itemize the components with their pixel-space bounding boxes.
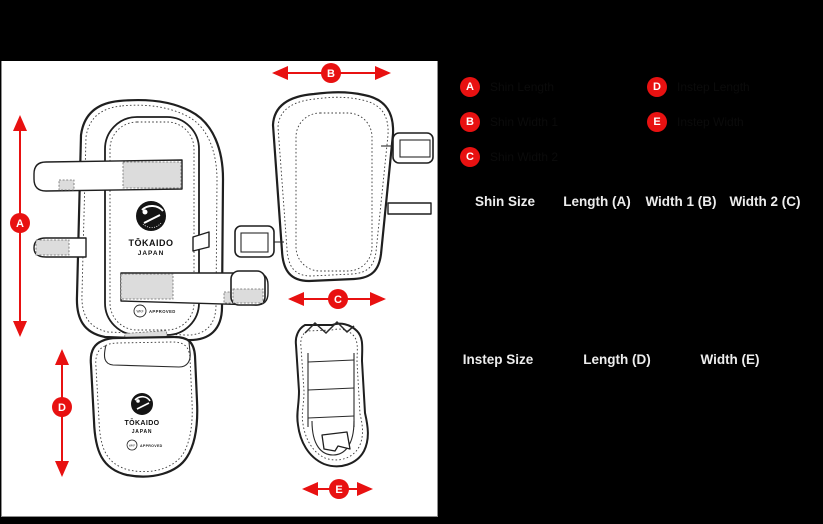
shin-instep-diagram <box>2 61 439 517</box>
marker-badge-A: A <box>460 77 480 97</box>
marker-badge-E: E <box>647 112 667 132</box>
marker-B <box>321 63 341 83</box>
svg-text:WKF: WKF <box>136 309 144 314</box>
shin-table-header-width1-b: Width 1 (B) <box>645 194 717 209</box>
svg-text:B: B <box>327 68 335 80</box>
legend-label-B: Shin Width 1 <box>490 115 559 129</box>
instep-table-header-size: Instep Size <box>462 352 534 367</box>
brand-name: TŌKAIDO <box>124 420 160 427</box>
marker-C <box>328 289 348 309</box>
legend-item-D <box>647 77 750 97</box>
svg-text:A: A <box>16 218 24 230</box>
svg-text:WKF: WKF <box>128 443 136 448</box>
marker-E <box>329 479 349 499</box>
legend-label-C: Shin Width 2 <box>490 150 559 164</box>
upper-velcro-patch <box>123 162 181 188</box>
strap-buckle <box>393 133 433 163</box>
brand-country: JAPAN <box>131 429 153 435</box>
marker-A <box>10 213 30 233</box>
svg-text:D: D <box>58 402 66 414</box>
shin-table-header-size: Shin Size <box>474 194 536 209</box>
instep-guard-rear <box>296 322 368 466</box>
svg-text:C: C <box>334 294 342 306</box>
shin-table-header-width2-c: Width 2 (C) <box>729 194 801 209</box>
brand-name: TŌKAIDO <box>128 238 174 248</box>
svg-text:E: E <box>335 484 343 496</box>
shin-guard-front <box>34 100 268 345</box>
svg-text:APPROVED: APPROVED <box>149 309 176 314</box>
legend-item-E <box>647 112 744 132</box>
shin-table-header-length-a: Length (A) <box>563 194 631 209</box>
svg-text:APPROVED: APPROVED <box>140 444 163 448</box>
tokaido-logo-icon <box>136 201 166 231</box>
legend-label-D: Instep Length <box>677 80 750 94</box>
legend-label-E: Instep Width <box>677 115 744 129</box>
label-patch <box>322 432 350 451</box>
legend-item-C <box>460 147 558 167</box>
marker-badge-B: B <box>460 112 480 132</box>
instep-guard-front <box>91 337 197 477</box>
tokaido-logo-icon <box>131 393 153 415</box>
brand-country: JAPAN <box>137 250 165 257</box>
lower-velcro-patch <box>121 274 173 299</box>
legend-item-B <box>460 112 558 132</box>
marker-badge-C: C <box>460 147 480 167</box>
shin-guard-rear <box>231 92 433 305</box>
legend-item-A <box>460 77 554 97</box>
diagram-panel <box>1 61 438 517</box>
marker-D <box>52 397 72 417</box>
marker-badge-D: D <box>647 77 667 97</box>
legend-label-A: Shin Length <box>490 80 555 94</box>
instep-table-header-width-e: Width (E) <box>700 352 760 367</box>
instep-table-header-length-d: Length (D) <box>583 352 651 367</box>
